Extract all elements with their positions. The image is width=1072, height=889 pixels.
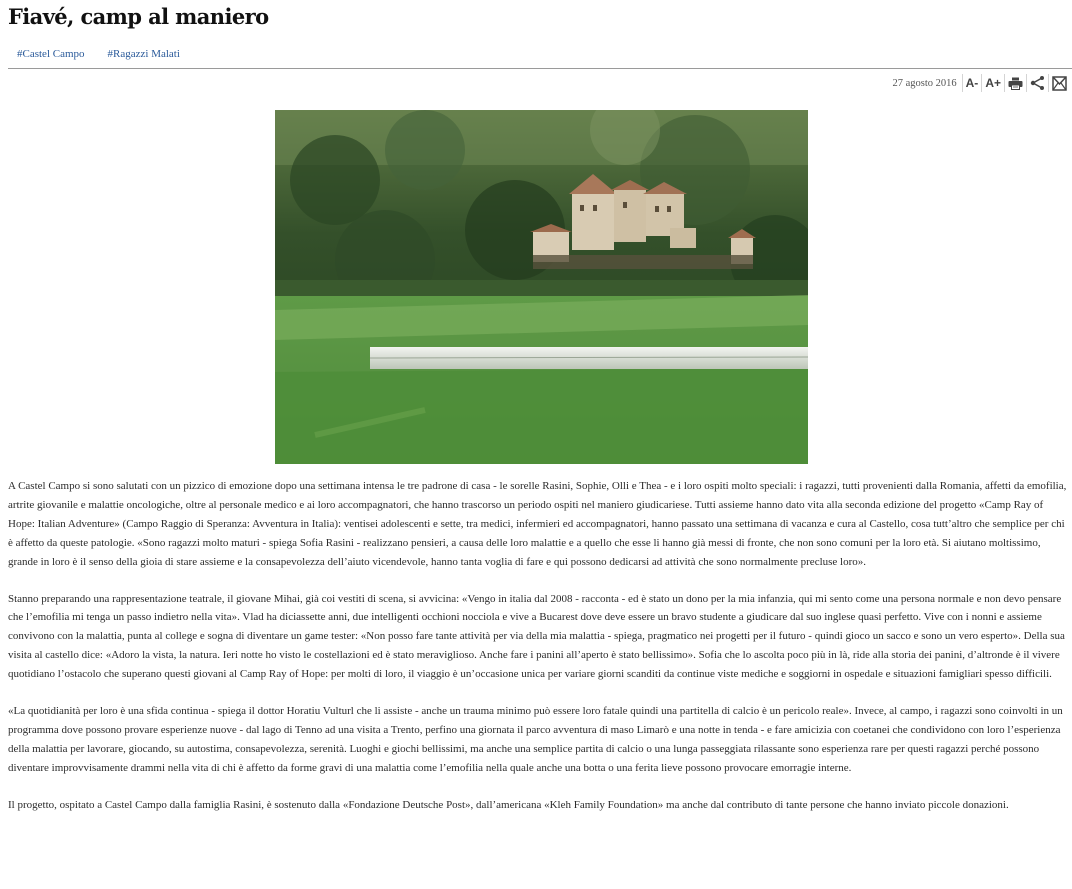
article-paragraph: A Castel Campo si sono salutati con un pizzico di emozione dopo una settimana intensa le tre padrone di casa - le sorelle Rasini, Sophie, Olli e Thea - e i loro ospiti molto speciali: i ragazzi, tutti provenienti dalla Romania, affetti da emofilia, artrite giovanile e malattie oncologiche, oltre al personale medico e ai loro accompagnatori, che hanno trascorso un periodo ospiti nel maniero giudicariese. Tutti assieme hanno dato vita alla seconda edizione del progetto «Camp Ray of Hope: Italian Adventure» (Campo Raggio di Speranza: Avventura in Italia): ventisei adolescenti e sette, tra medici, infermieri ed accompagnatori, hanno passato una settimana di vacanza e cura al Castello, cosa tutt’altro che semplice per chi è affetto da queste patologie. «Sono ragazzi molto maturi - spiega Sofia Rasini - realizzano pensieri, a causa delle loro malattie e a quello che esse li hanno già messi di fronte, che non sono comuni per la loro età. Si aiutano moltissimo, grande in loro è il senso della gioia di stare assieme e la consapevolezza dell’aiuto vicendevole, hanno tanta voglia di fare e qui possono dedicarsi ad attività che sono normalmente precluse loro». [8,480,1067,568]
share-icon [1030,76,1045,90]
publish-date: 27 agosto 2016 [892,77,957,89]
article-title: Fiavé, camp al maniero [8,4,269,29]
font-increase-button[interactable]: A+ [981,74,1004,92]
article-paragraph: Stanno preparando una rappresentazione teatrale, il giovane Mihai, già coi vestiti di scena, si avvicina: «Vengo in italia dal 2008 - racconta - ed è stato un dono per la mia infanzia, qui mi sento come una persona normale e non devo pensare che l’emofilia mi tenga un passo indietro nella vita». Vlad ha diciassette anni, due intelligenti occhioni nocciola e vive a Bucarest dove deve essere un bravo studente a giudicare dal suo inglese quasi perfetto. Vive con i nonni e assieme convivono con la malattia, punta al college e sogna di diventare un game tester: «Non posso fare tante attività per via della mia malattia - spiega, pragmatico nei progetti per il futuro - quindi gioco un sacco e sono un vero esperto». Della sua visita al castello dice: «Adoro la vista, la natura. Ieri notte ho visto le costellazioni ed è stato meraviglioso. Anche fare i panini all’aperto è stato bellissimo». Sofia che lo ascolta poco più in là, ride alla storia dei panini, d’altronde è il vivere quotidiano l’ostacolo che superano questi giovani al Camp Ray of Hope: per molti di loro, il viaggio è un’occasione unica per variare giorni scanditi da continue viste mediche e soggiorni in ospedale e situazioni famigliari spesso difficili. [8,592,1065,681]
article-body [8,477,1072,833]
tag-castel-campo[interactable]: #Castel Campo [17,48,85,60]
font-decrease-button[interactable]: A- [962,74,982,92]
article-paragraph: «La quotidianità per loro è una sfida continua - spiega il dottor Horatiu Vulturl che li assiste - anche un trauma minimo può essere loro fatale quindi una partitella di calcio è un pericolo reale». Invece, al campo, i ragazzi sono coinvolti in un programma dove possono provare esperienze nuove - dal lago di Tenno ad una visita a Trento, perfino una giornata il parco avventura di maso Limarò e una notte in tenda - e fare amicizia con coetanei che condividono con loro l’esperienza della malattia per lavorare, giocando, su autostima, consapevolezza, serenità. Luoghi e giochi bellissimi, ma anche una semplice partita di calcio o una lunga passeggiata rilassante sono esperienza rare per questi ragazzi perché possono diventare improvvisamente drammi nella vita di chi è affetto da forme gravi di una malattia come l’emofilia nella quale anche una botta o una ferita lieve possono provocare emorragie interne. [8,705,1063,774]
share-button[interactable] [1026,74,1048,92]
tag-list [17,48,180,60]
envelope-icon [1052,76,1067,91]
print-button[interactable] [1004,74,1026,92]
email-button[interactable] [1048,74,1070,92]
article-photo [275,110,808,464]
article-toolbar [892,74,1070,92]
header-divider [8,68,1072,69]
printer-icon [1008,77,1023,90]
tag-ragazzi-malati[interactable]: #Ragazzi Malati [107,48,180,60]
article-paragraph: Il progetto, ospitato a Castel Campo dalla famiglia Rasini, è sostenuto dalla «Fondazione Deutsche Post», dall’americana «Kleh Family Foundation» ma anche dal contributo di tante persone che hanno inviato piccole donazioni. [8,798,1009,811]
